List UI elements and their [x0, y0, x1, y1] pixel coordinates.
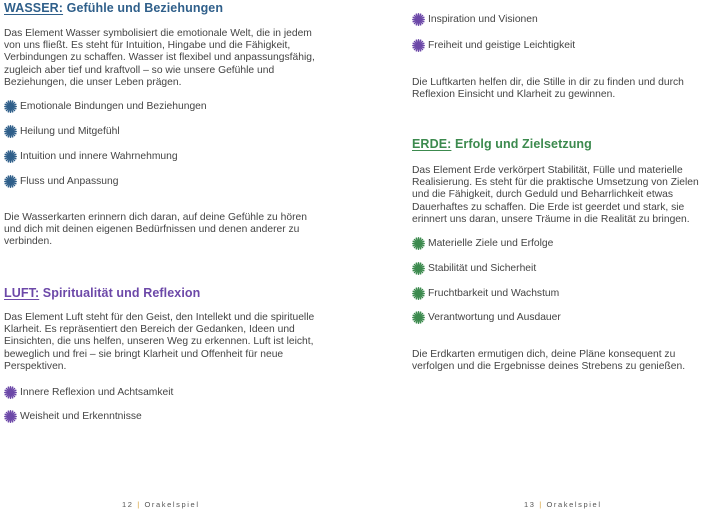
- footer-separator: |: [539, 500, 543, 509]
- water-bullet-3: [4, 150, 178, 163]
- starburst-icon: [4, 150, 17, 163]
- air-heading: [4, 286, 200, 300]
- air-outro: Die Luftkarten helfen dir, die Stille in dir zu finden und durch Reflexion Einsicht und Klarheit zu gewinnen.: [412, 77, 684, 101]
- earth-heading-text: Erfolg und Zielsetzung: [454, 137, 592, 151]
- air-bullet-1-label: Innere Reflexion und Achtsamkeit: [20, 387, 174, 398]
- left-page-footer: [122, 500, 200, 509]
- starburst-icon: [4, 386, 17, 399]
- earth-bullet-2-label: Stabilität und Sicherheit: [428, 263, 537, 274]
- left-page: [4, 0, 322, 513]
- earth-heading-key: ERDE:: [412, 137, 452, 151]
- water-intro: Das Element Wasser symbolisiert die emotionale Welt, die in jedem von uns fließt. Es steht für Intuition, Hingabe und die Fähigkeit, Verbindungen zu schaffen. Wasser ist flexibel und anpassungsfähig, zugleich aber tief und kraftvoll – so wie unsere Gefühle und Beziehungen, die unser Leben prägen.: [4, 28, 315, 88]
- earth-bullet-3-label: Fruchtbarkeit und Wachstum: [428, 288, 560, 299]
- starburst-icon: [412, 262, 425, 275]
- air-bullet-2: [4, 410, 142, 423]
- water-heading-text: Gefühle und Beziehungen: [66, 1, 224, 15]
- earth-bullet-2: [412, 262, 536, 275]
- page-number: 13: [524, 500, 536, 509]
- footer-separator: |: [137, 500, 141, 509]
- air-intro: Das Element Luft steht für den Geist, den Intellekt und die spirituelle Klarheit. Es repräsentiert den Bereich der Gedanken, Ideen und Einsichten, die uns helfen, unseren Weg zu erkennen. Luft ist leicht, beweglich und frei – sie bringt Klarheit und Offenheit für neue Perspektiven.: [4, 312, 315, 372]
- earth-bullet-3: [412, 287, 559, 300]
- water-heading: [4, 1, 223, 15]
- starburst-icon: [4, 175, 17, 188]
- page-number: 12: [122, 500, 134, 509]
- earth-outro: Die Erdkarten ermutigen dich, deine Pläne konsequent zu verfolgen und die Ergebnisse deines Strebens zu genießen.: [412, 349, 686, 373]
- water-bullet-2-label: Heilung und Mitgefühl: [20, 126, 120, 137]
- starburst-icon: [412, 287, 425, 300]
- starburst-icon: [4, 125, 17, 138]
- starburst-icon: [412, 237, 425, 250]
- book-title: Orakelspiel: [546, 500, 602, 509]
- earth-heading: [412, 137, 592, 151]
- earth-bullet-4-label: Verantwortung und Ausdauer: [428, 312, 561, 323]
- right-page-footer: [524, 500, 602, 509]
- right-page: [412, 0, 716, 513]
- water-bullet-4: [4, 175, 118, 188]
- air-bullet-4: [412, 39, 575, 52]
- earth-intro: Das Element Erde verkörpert Stabilität, Fülle und materielle Realisierung. Es steht für die praktische Umsetzung von Zielen und die Fähigkeit, durch Geduld und Beharrlichkeit etwas Dauerhaftes zu schaffen. Die Erde ist geerdet und stark, sie erinnert uns daran, unsere Träume in die Realität zu bringen.: [412, 165, 699, 225]
- earth-bullet-1-label: Materielle Ziele und Erfolge: [428, 238, 554, 249]
- air-heading-key: LUFT:: [4, 286, 40, 300]
- water-bullet-3-label: Intuition und innere Wahrnehmung: [20, 151, 178, 162]
- air-heading-text: Spiritualität und Reflexion: [42, 286, 201, 300]
- water-bullet-4-label: Fluss und Anpassung: [20, 176, 119, 187]
- air-bullet-3-label: Inspiration und Visionen: [428, 14, 538, 25]
- water-bullet-1: [4, 100, 207, 113]
- water-bullet-2: [4, 125, 120, 138]
- starburst-icon: [412, 13, 425, 26]
- air-bullet-3: [412, 13, 538, 26]
- starburst-icon: [412, 39, 425, 52]
- starburst-icon: [4, 410, 17, 423]
- water-heading-key: WASSER:: [4, 1, 64, 15]
- air-bullet-1: [4, 386, 173, 399]
- earth-bullet-4: [412, 311, 561, 324]
- starburst-icon: [4, 100, 17, 113]
- water-bullet-1-label: Emotionale Bindungen und Beziehungen: [20, 101, 207, 112]
- book-title: Orakelspiel: [144, 500, 200, 509]
- starburst-icon: [412, 311, 425, 324]
- air-bullet-4-label: Freiheit und geistige Leichtigkeit: [428, 40, 576, 51]
- air-bullet-2-label: Weisheit und Erkenntnisse: [20, 411, 142, 422]
- earth-bullet-1: [412, 237, 553, 250]
- water-outro: Die Wasserkarten erinnern dich daran, auf deine Gefühle zu hören und dich mit deinen eigenen Bedürfnissen und denen anderer zu verbinden.: [4, 212, 307, 248]
